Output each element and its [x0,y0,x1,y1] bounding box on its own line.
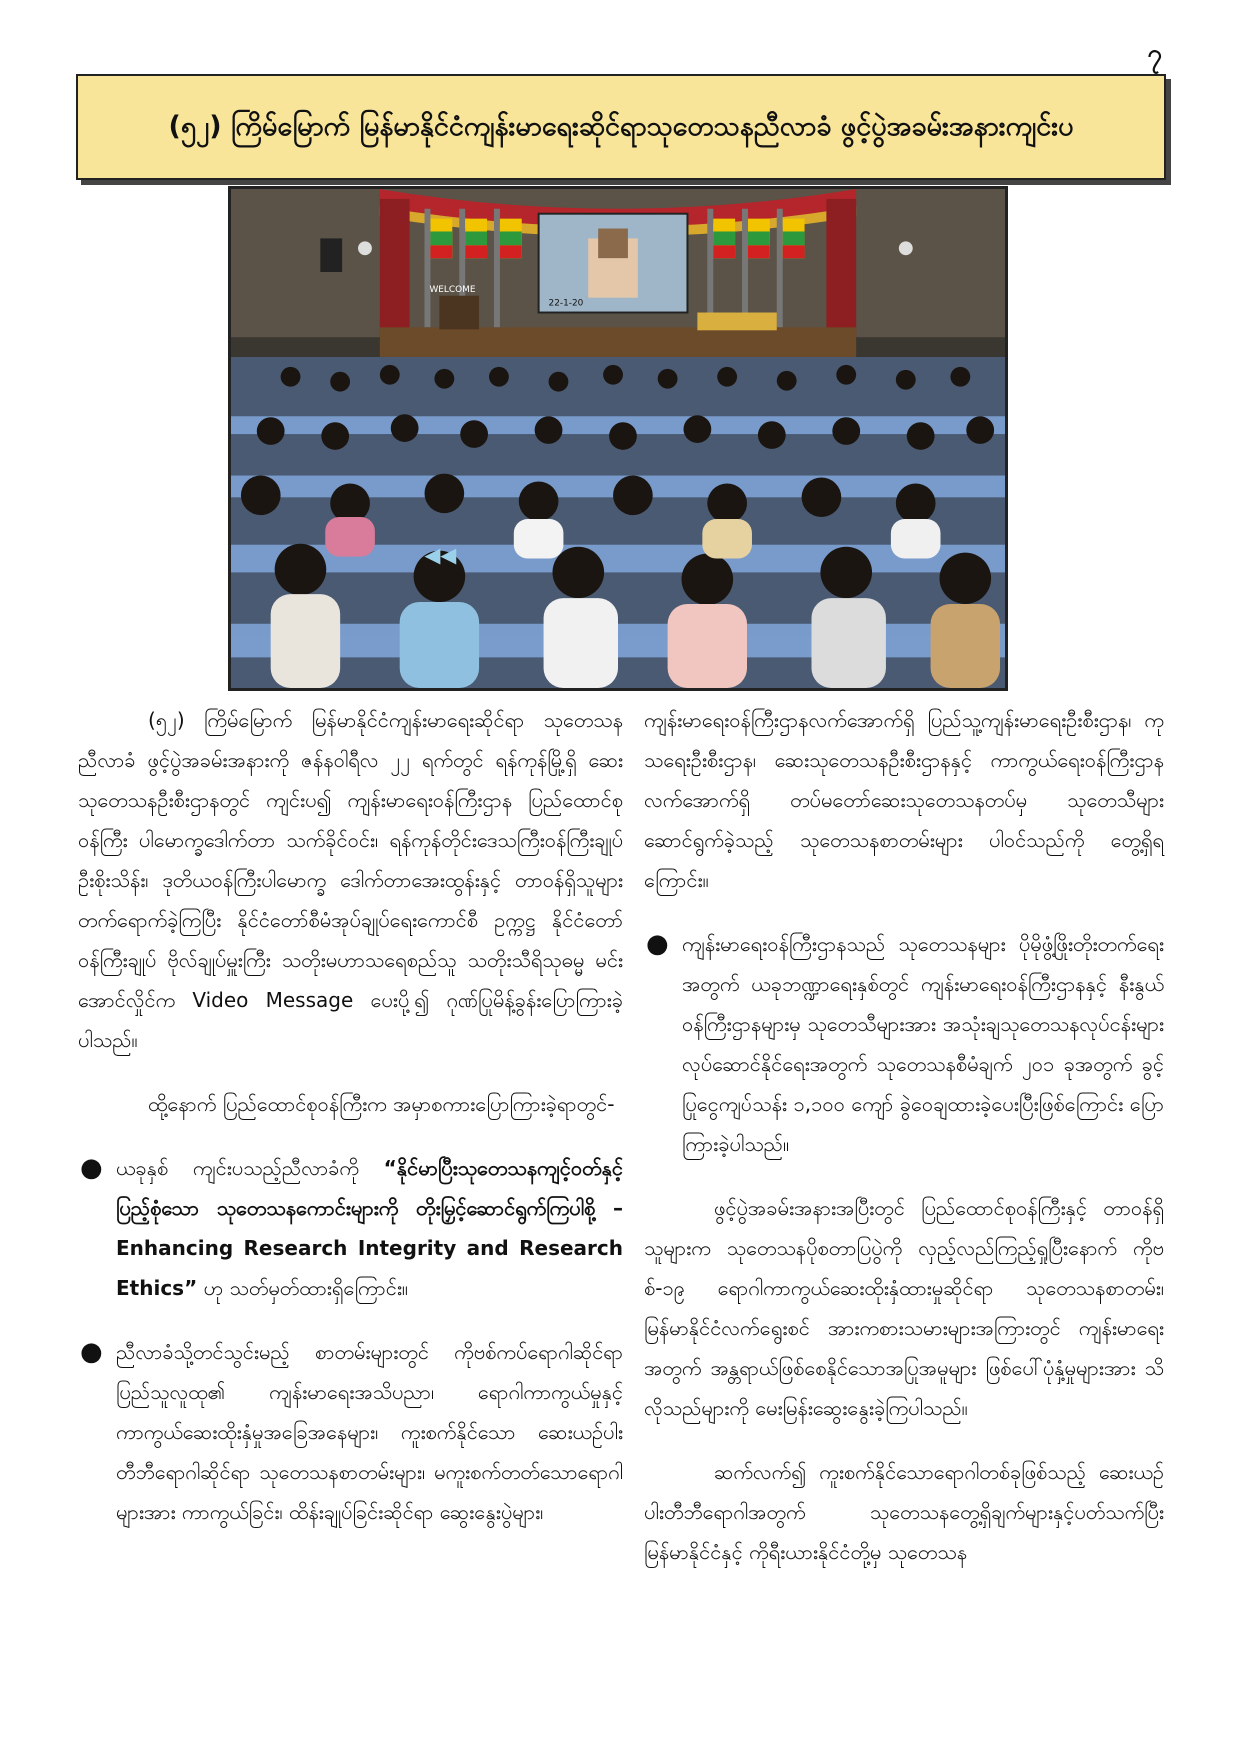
list-item [78,1148,623,1308]
right-paragraph-1: ကျန်းမာရေးဝန်ကြီးဌာနလက်အောက်ရှိ ပြည်သူ့ကျန်းမာရေးဦးစီးဌာန၊ ကုသရေးဦးစီးဌာန၊ ဆေးသုတေသနဦးစီးဌာနနှင့် ကာကွယ်ရေးဝန်ကြီးဌာနလက်အောက်ရှိ တပ်မတော်ဆေးသုတေသနတပ်မှ သုတေသီများဆောင်ရွက်ခဲ့သည့် သုတေသနစာတမ်းများ ပါဝင်သည်ကို တွေ့ရှိရကြောင်း။ [644,708,1164,892]
bullet-1-tail: ဟု သတ်မှတ်ထားရှိကြောင်း။ [203,1276,408,1300]
right-column [644,700,1164,1596]
welcome-banner: WELCOME [429,284,476,295]
left-bullet-list [78,1148,623,1532]
bullet-icon: ● [80,1337,103,1367]
left-paragraph-2: ထို့နောက် ပြည်ထောင်စုဝန်ကြီးက အမှာစကားပြောကြားခဲ့ရာတွင်- [148,1092,615,1116]
page-number: ၇ [1147,39,1162,69]
bullet-1-lead: ယခုနှစ် ကျင်းပသည့်ညီလာခံကို [116,1156,359,1180]
conference-photo [228,186,1008,691]
bullet-2-text: ညီလာခံသို့တင်သွင်းမည့် စာတမ်းများတွင် ကိုဗစ်ကပ်ရောဂါဆိုင်ရာ ပြည်သူလူထု၏ ကျန်းမာရေးအသိပညာ၊ ရောဂါကာကွယ်မှုနှင့် ကာကွယ်ဆေးထိုးနှံမှုအခြေအနေများ၊ ကူးစက်နိုင်သော ဆေးယဉ်ပါးတီဘီရောဂါဆိုင်ရာ သုတေသနစာတမ်းများ၊ မကူးစက်တတ်သောရောဂါများအား ကာကွယ်ခြင်း၊ ထိန်းချုပ်ခြင်းဆိုင်ရာ ဆွေးနွေးပွဲများ၊ [116,1340,623,1524]
left-paragraph-1: (၅၂) ကြိမ်မြောက် မြန်မာနိုင်ငံကျန်းမာရေးဆိုင်ရာ သုတေသနညီလာခံ ဖွင့်ပွဲအခမ်းအနားကို ဇန်နဝါရီလ ၂၂ ရက်တွင် ရန်ကုန်မြို့ရှိ ဆေးသုတေသနဦးစီးဌာနတွင် ကျင်းပ၍ ကျန်းမာရေးဝန်ကြီးဌာန ပြည်ထောင်စုဝန်ကြီး ပါမောက္ခဒေါက်တာ သက်ခိုင်ဝင်း၊ ရန်ကုန်တိုင်းဒေသကြီးဝန်ကြီးချုပ် ဦးစိုးသိန်း၊ ဒုတိယဝန်ကြီးပါမောက္ခ ဒေါက်တာအေးထွန်းနှင့် တာဝန်ရှိသူများ တက်ရောက်ခဲ့ကြပြီး နိုင်ငံတော်စီမံအုပ်ချုပ်ရေးကောင်စီ ဥက္ကဋ္ဌ နိုင်ငံတော်ဝန်ကြီးချုပ် ဗိုလ်ချုပ်မှူးကြီး သတိုးမဟာသရေစည်သူ သတိုးသီရိသုဓမ္မ မင်းအောင်လှိုင်က Video Message ပေးပို့၍ ဂုဏ်ပြုမိန့်ခွန်းပြောကြားခဲ့ပါသည်။ [78,708,623,1052]
right-paragraph-3: ဆက်လက်၍ ကူးစက်နိုင်သောရောဂါတစ်ခုဖြစ်သည့် ဆေးယဉ်ပါးတီဘီရောဂါအတွက် သုတေသနတွေ့ရှိချက်များနှင့်ပတ်သက်ပြီး မြန်မာနိုင်ငံနှင့် ကိုရီးယားနိုင်ငံတို့မှ သုတေသန [644,1460,1164,1564]
left-column [78,700,623,1556]
list-item [644,924,1164,1164]
right-bullet-list [644,924,1164,1164]
conference-hall-illustration [231,189,1005,688]
article-title: (၅၂) ကြိမ်မြောက် မြန်မာနိုင်ငံကျန်းမာရေးဆိုင်ရာသုတေသနညီလာခံ ဖွင့်ပွဲအခမ်းအနားကျင်းပ [168,111,1074,143]
right-bullet-1-text: ကျန်းမာရေးဝန်ကြီးဌာနသည် သုတေသနများ ပိုမိုဖွံ့ဖြိုးတိုးတက်ရေးအတွက် ယခုဘဏ္ဍာရေးနှစ်တွင် ကျန်းမာရေးဝန်ကြီးဌာနနှင့် နီးနွယ်ဝန်ကြီးဌာနများမှ သုတေသီများအား အသုံးချသုတေသနလုပ်ငန်းများ လုပ်ဆောင်နိုင်ရေးအတွက် သုတေသနစီမံချက် ၂၀၁ ခုအတွက် ခွင့်ပြုငွေကျပ်သန်း ၁,၁၀၀ ကျော် ခွဲဝေချထားခဲ့ပေးပြီးဖြစ်ကြောင်း ပြောကြားခဲ့ပါသည်။ [682,932,1164,1156]
title-banner [76,74,1166,180]
bullet-icon: ● [646,929,669,959]
screen-caption: 22-1-20 [548,298,584,309]
right-paragraph-2: ဖွင့်ပွဲအခမ်းအနားအပြီးတွင် ပြည်ထောင်စုဝန်ကြီးနှင့် တာဝန်ရှိသူများက သုတေသနပိုစတာပြပွဲကို လှည့်လည်ကြည့်ရှုပြီးနောက် ကိုဗစ်-၁၉ ရောဂါကာကွယ်ဆေးထိုးနှံထားမှုဆိုင်ရာ သုတေသနစာတမ်း၊ မြန်မာနိုင်ငံလက်ရွေးစင် အားကစားသမားများအကြားတွင် ကျန်းမာရေးအတွက် အန္တရာယ်ဖြစ်စေနိုင်သောအပြုအမူများ ဖြစ်ပေါ်ပုံနှံ့မှုများအား သိလိုသည်များကို မေးမြန်းဆွေးနွေးခဲ့ကြပါသည်။ [644,1196,1164,1420]
list-item [78,1332,623,1532]
bullet-1-bold: “နိုင်မာပြီးသုတေသနကျင့်ဝတ်နှင့်ပြည့်စုံသော သုတေသနကောင်းများကို တိုးမြှင့်ဆောင်ရွက်ကြပါစို့ – Enhancing Research Integrity and Research Ethics” [116,1156,624,1300]
bullet-icon: ● [80,1153,103,1183]
